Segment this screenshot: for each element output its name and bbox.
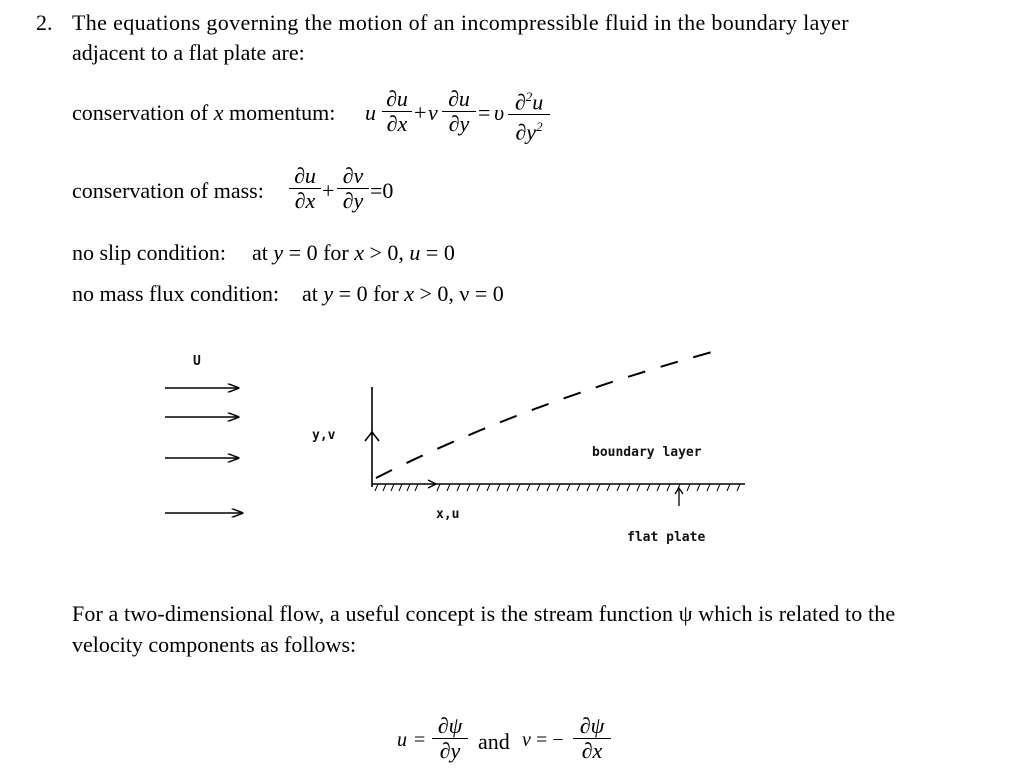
stream-v: ν (522, 729, 531, 751)
stream-line1: For a two-dimensional flow, a useful concept is the stream function ψ which is related to the (72, 601, 896, 626)
momentum-label: conservation of x momentum: (72, 100, 336, 125)
frac-du-dx: ∂u ∂x (382, 88, 412, 135)
x-axis-label: x,u (436, 507, 460, 522)
mass-rhs: =0 (370, 178, 394, 203)
no-slip-expression: at y = 0 for x > 0, u = 0 (252, 240, 455, 265)
momentum-nu: υ (494, 100, 505, 125)
stream-u: u (397, 729, 407, 751)
problem-intro-line1: The equations governing the motion of an incompressible fluid in the boundary layer (72, 10, 849, 35)
frac-du-dy: ∂u ∂y (442, 88, 476, 135)
momentum-equals: = (478, 100, 491, 125)
stream-and: and (478, 729, 510, 754)
flat-plate-pointer (675, 488, 683, 506)
momentum-plus: + (414, 100, 427, 125)
frac-dpsi-dx: ∂ψ ∂x (573, 715, 611, 762)
frac-du-dx-mass: ∂u ∂x (289, 165, 321, 212)
free-stream-arrows (165, 388, 242, 513)
stream-equals-1: = (414, 729, 426, 751)
mass-label: conservation of mass: (72, 178, 264, 203)
no-flux-expression: at y = 0 for x > 0, ν = 0 (302, 281, 504, 306)
boundary-layer-label: boundary layer (592, 445, 702, 460)
free-stream-label: U (193, 354, 201, 369)
stream-line2: velocity components as follows: (72, 632, 357, 657)
momentum-v: ν (428, 100, 438, 125)
flat-plate (372, 480, 745, 491)
problem-number: 2. (36, 10, 53, 35)
frac-dpsi-dy: ∂ψ ∂y (432, 715, 468, 762)
flat-plate-label: flat plate (627, 530, 706, 545)
y-axis-label: y,v (312, 428, 336, 443)
stream-equals-minus: = − (536, 729, 564, 751)
frac-d2u-dy2: ∂$^2$u $\partial y^2$ (508, 86, 550, 144)
y-axis (365, 387, 379, 487)
problem-intro-line2: adjacent to a flat plate are: (72, 40, 305, 65)
no-flux-label: no mass flux condition: (72, 281, 280, 306)
mass-plus: + (322, 178, 335, 203)
momentum-u: u (365, 100, 376, 125)
frac-dv-dy: ∂ν ∂y (337, 165, 369, 212)
no-slip-label: no slip condition: (72, 240, 226, 265)
